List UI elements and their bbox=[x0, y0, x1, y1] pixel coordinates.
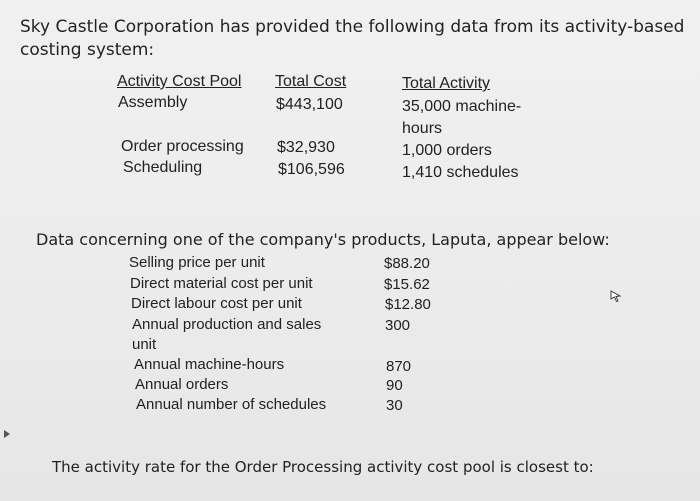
question-intro-line1: Sky Castle Corporation has provided the following data from its activity-based bbox=[20, 17, 685, 37]
label-annual-production-line1: Annual production and sales bbox=[132, 316, 322, 333]
value-direct-labour: $12.80 bbox=[385, 296, 431, 313]
row-assembly-pool: Assembly bbox=[118, 94, 188, 111]
label-annual-machine-hours: Annual machine-hours bbox=[134, 356, 285, 373]
mouse-pointer-icon bbox=[610, 290, 622, 302]
value-selling-price: $88.20 bbox=[384, 255, 430, 272]
label-annual-production-line2: unit bbox=[132, 336, 157, 353]
product-intro: Data concerning one of the company's products, Laputa, appear below: bbox=[36, 230, 610, 249]
value-annual-orders: 90 bbox=[386, 377, 403, 394]
label-direct-labour: Direct labour cost per unit bbox=[131, 295, 302, 312]
header-total-activity: Total Activity bbox=[402, 75, 491, 92]
caret-icon bbox=[4, 430, 10, 438]
row-scheduling-activity: 1,410 schedules bbox=[402, 164, 519, 181]
label-annual-orders: Annual orders bbox=[135, 376, 229, 393]
row-assembly-cost: $443,100 bbox=[276, 96, 343, 113]
label-selling-price: Selling price per unit bbox=[129, 254, 265, 271]
row-assembly-activity-line2: hours bbox=[402, 120, 443, 137]
row-scheduling-cost: $106,596 bbox=[278, 161, 345, 178]
label-annual-schedules: Annual number of schedules bbox=[136, 396, 327, 413]
question-intro-line2: costing system: bbox=[20, 40, 155, 60]
value-annual-schedules: 30 bbox=[386, 397, 403, 414]
row-order-processing-pool: Order processing bbox=[121, 138, 244, 155]
row-assembly-activity-line1: 35,000 machine- bbox=[402, 98, 522, 115]
row-scheduling-pool: Scheduling bbox=[123, 159, 203, 176]
value-annual-machine-hours: 870 bbox=[386, 358, 412, 375]
row-order-processing-cost: $32,930 bbox=[277, 139, 335, 156]
row-order-processing-activity: 1,000 orders bbox=[402, 142, 492, 159]
header-total-cost: Total Cost bbox=[275, 73, 347, 90]
question-prompt: The activity rate for the Order Processing activity cost pool is closest to: bbox=[52, 458, 594, 476]
value-annual-production: 300 bbox=[385, 317, 411, 334]
value-direct-material: $15.62 bbox=[384, 276, 430, 293]
label-direct-material: Direct material cost per unit bbox=[130, 275, 313, 292]
header-activity-cost-pool: Activity Cost Pool bbox=[117, 73, 242, 90]
